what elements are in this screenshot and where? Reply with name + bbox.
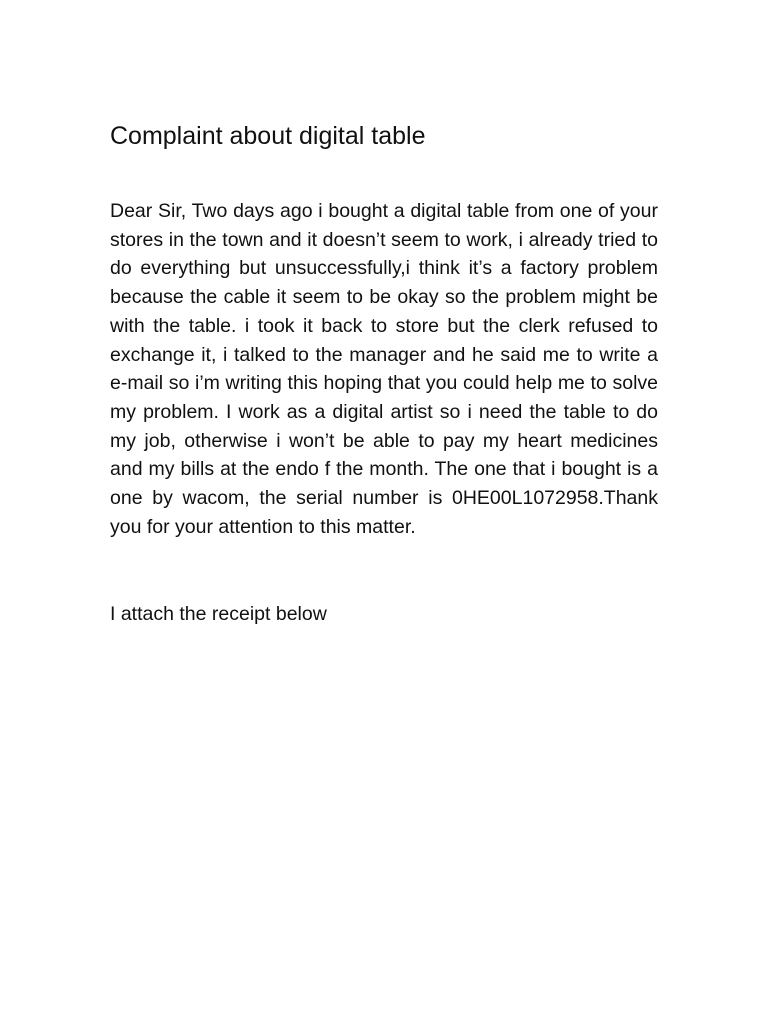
document-closing: I attach the receipt below (110, 603, 327, 625)
document-body: Dear Sir, Two days ago i bought a digital table from one of your stores in the town and it doesn’t seem to work, i already tried to do everything but unsuccessfully,i think it’s a factory problem because the cable it seem to be okay so the problem might be with the table. i took it back to store but the clerk refused to exchange it, i talked to the manager and he said me to write a e-mail so i’m writing this hoping that you could help me to solve my problem. I work as a digital artist so i need the table to do my job, otherwise i won’t be able to pay my heart medicines and my bills at the endo f the month. The one that i bought is a one by wacom, the serial number is 0HE00L1072958.Thank you for your attention to this matter. (110, 200, 658, 538)
document-title: Complaint about digital table (110, 122, 426, 150)
